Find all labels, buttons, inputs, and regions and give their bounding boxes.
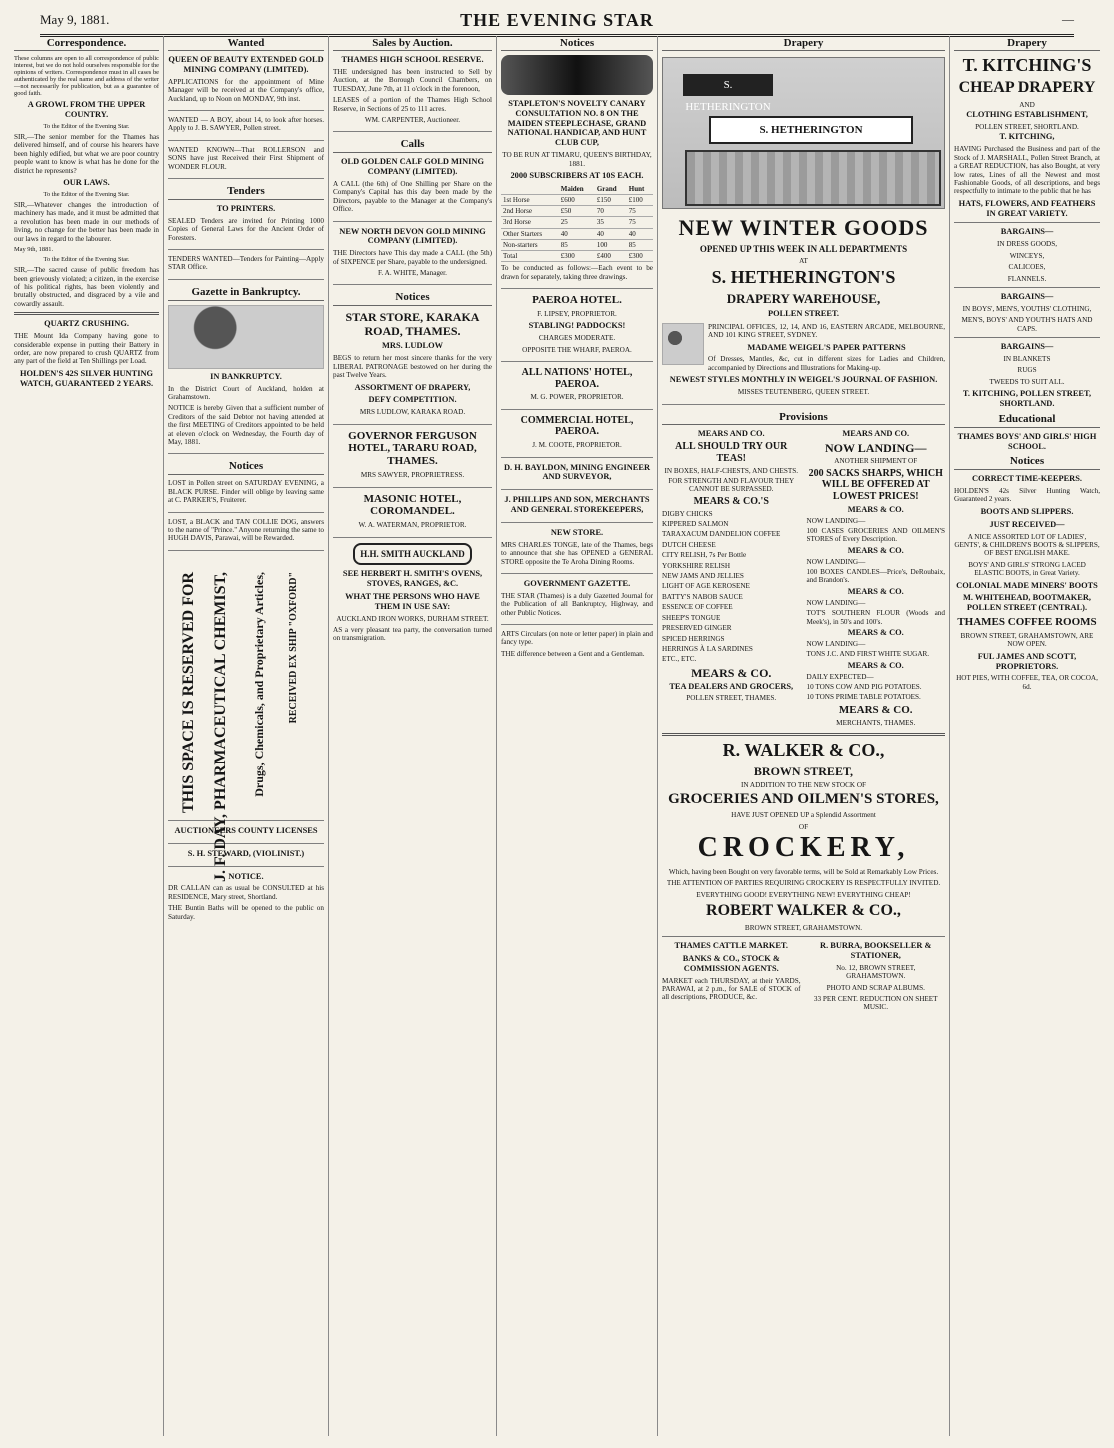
bargain-line: IN DRESS GOODS, xyxy=(996,240,1058,249)
ad-heading: QUARTZ CRUSHING. xyxy=(44,319,129,329)
ad-text: TENDERS WANTED—Tenders for Painting—Apply STAR Office. xyxy=(168,254,324,272)
provision-line: MEARS & CO. xyxy=(838,703,913,716)
letter-title: A GROWL FROM THE UPPER COUNTRY. xyxy=(27,100,146,120)
ad-text: TO BE RUN AT TIMARU, QUEEN'S BIRTHDAY, 1881. xyxy=(502,151,652,168)
kitching-and: AND xyxy=(1019,100,1035,109)
provision-line: 10 TONS COW AND PIG POTATOES. xyxy=(806,682,922,691)
column-drapery-provisions xyxy=(658,36,950,1436)
notice-line: THAMES COFFEE ROOMS xyxy=(957,616,1097,629)
vertical-ad: THIS SPACE IS RESERVED FOR xyxy=(180,571,197,813)
column-auction xyxy=(329,36,497,1436)
intro-text: These columns are open to all correspondence of public interest, but we do not hold ourselves responsible for the opinions of writers. Correspondence must in all cases be authenticated by the real name and address of the writer—not necessarily for publication, but as a guarantee of good faith. xyxy=(14,55,159,98)
ad-text: MISSES TEUTENBERG, QUEEN STREET. xyxy=(737,388,870,397)
section-heading: Notices xyxy=(954,454,1100,470)
bargain-line: BARGAINS— xyxy=(1000,342,1054,352)
table-header: Hunt xyxy=(627,184,653,195)
letter-date: May 9th, 1881. xyxy=(14,246,54,254)
store-name-sign: S. HETHERINGTON xyxy=(709,116,913,144)
provision-line: TEA DEALERS AND GROCERS, xyxy=(669,681,794,691)
provision-line: LIGHT OF AGE KEROSENE xyxy=(662,582,750,591)
walker-everything: EVERYTHING GOOD! EVERYTHING NEW! EVERYTHING CHEAP! xyxy=(696,890,911,899)
section-heading: Gazette in Bankruptcy. xyxy=(168,285,324,301)
kitching-clothing: CLOTHING ESTABLISHMENT, xyxy=(966,110,1088,120)
table-header xyxy=(501,184,559,195)
kitching-hats: HATS, FLOWERS, AND FEATHERS IN GREAT VARIETY. xyxy=(958,198,1096,218)
ad-text: F. LIPSEY, PROPRIETOR. xyxy=(537,309,617,318)
ad-business: S. HETHERINGTON'S xyxy=(711,266,896,287)
column-heading: Correspondence. xyxy=(14,36,159,51)
ad-heading: IN BANKRUPTCY. xyxy=(210,371,282,381)
table-header: Maiden xyxy=(559,184,595,195)
provision-line: POLLEN STREET, THAMES. xyxy=(686,693,777,702)
bargain-line: BARGAINS— xyxy=(1000,227,1054,237)
notice-line: JUST RECEIVED— xyxy=(989,519,1065,529)
ad-heading: MADAME WEIGEL'S PAPER PATTERNS xyxy=(747,342,906,352)
letter-address: To the Editor of the Evening Star. xyxy=(43,190,130,198)
ad-heading: SEE HERBERT H. SMITH'S OVENS, STOVES, RANGES, &C. xyxy=(342,569,483,589)
ad-heading: WHAT THE PERSONS WHO HAVE THEM IN USE SAY: xyxy=(345,591,480,611)
provision-line: TONS J.C. AND FIRST WHITE SUGAR. xyxy=(806,650,930,659)
kitching-intro: HAVING Purchased the Business and part of the Stock of J. MARSHALL, Pollen Street Branch, at a GREAT REDUCTION, has also Bought, at very low rates, Lines of all the Newest and most Fashionable Goods, of all descriptions, and begs respectfully to intimate to the public that he has xyxy=(954,145,1100,196)
notice-line: M. WHITEHEAD, BOOTMAKER, POLLEN STREET (CENTRAL). xyxy=(962,593,1092,613)
provision-line: NOW LANDING— xyxy=(825,441,927,456)
table-row xyxy=(501,239,653,250)
column-heading: Sales by Auction. xyxy=(333,36,492,51)
provision-line: MEARS AND CO. xyxy=(697,429,765,439)
ad-heading: NOTICE. xyxy=(228,871,264,881)
table-row xyxy=(501,195,653,206)
ad-heading: QUEEN OF BEAUTY EXTENDED GOLD MINING COMPANY (LIMITED). xyxy=(168,55,324,74)
provision-line: ESSENCE OF COFFEE xyxy=(662,603,733,612)
bargain-line: IN BLANKETS xyxy=(1003,354,1051,363)
ad-text: SEALED Tenders are invited for Printing 1000 Copies of General Laws for the Ancient Order of Foresters. xyxy=(168,216,324,242)
bargain-line: BARGAINS— xyxy=(1000,291,1054,301)
bargain-line: TWEEDS TO SUIT ALL. xyxy=(989,377,1065,386)
ad-text: THE Buntin Baths will be opened to the public on Saturday. xyxy=(168,904,324,921)
provision-line: DIGBY CHICKS xyxy=(662,509,713,518)
ad-heading: COMMERCIAL HOTEL, PAEROA. xyxy=(520,414,634,438)
hh-smith-logo: H.H. SMITH AUCKLAND xyxy=(353,543,472,566)
notice-line: BROWN STREET, GRAHAMSTOWN, ARE NOW OPEN. xyxy=(960,631,1094,649)
ad-text: ARTS Circulars (on note or letter paper) in plain and fancy type. xyxy=(501,630,653,647)
table-cell: £50 xyxy=(559,206,595,217)
provision-line: FOR STRENGTH AND FLAVOUR THEY CANNOT BE SURPASSED. xyxy=(668,477,795,494)
kitching-title: T. KITCHING'S xyxy=(962,55,1092,75)
bottom-line: No. 12, BROWN STREET, GRAHAMSTOWN. xyxy=(836,963,916,981)
ad-heading: MASONIC HOTEL, COROMANDEL. xyxy=(363,492,462,518)
table-cell: 100 xyxy=(595,239,627,250)
provision-line: CITY RELISH, 7s Per Bottle xyxy=(662,551,747,560)
provision-line: MEARS & CO.'S xyxy=(693,495,769,507)
ad-text: AUCKLAND IRON WORKS, DURHAM STREET. xyxy=(336,614,489,623)
provision-line: HERRINGS À LA SARDINES xyxy=(662,645,753,654)
ad-heading: THAMES HIGH SCHOOL RESERVE. xyxy=(341,55,484,64)
bottom-right xyxy=(807,941,946,1015)
provision-line: SHEEP'S TONGUE xyxy=(662,613,721,622)
table-cell: Total xyxy=(501,250,559,261)
bottom-line: R. BURRA, BOOKSELLER & STATIONER, xyxy=(820,941,932,960)
bottom-left xyxy=(662,941,801,1015)
store-name-top: S. HETHERINGTON xyxy=(683,74,773,96)
ad-text: APPLICATIONS for the appointment of Mine Manager will be received at the Company's office, Auckland, up to Noon on MONDAY, 9th inst. xyxy=(168,77,324,103)
storefront-engraving xyxy=(662,57,945,209)
notice-line: FUL JAMES AND SCOTT, PROPRIETORS. xyxy=(977,651,1077,671)
walker-brown: BROWN STREET, GRAHAMSTOWN. xyxy=(744,923,863,932)
bargain-line: IN BOYS', MEN'S, YOUTHS' CLOTHING, xyxy=(962,304,1092,313)
section-heading: Tenders xyxy=(168,184,324,200)
table-header: Grand xyxy=(595,184,627,195)
ad-text: PRINCIPAL OFFICES, 12, 14, AND 16, EASTERN ARCADE, MELBOURNE, AND 101 KING STREET, SYDNEY. xyxy=(708,322,945,340)
ad-text: WM. CARPENTER, Auctioneer. xyxy=(364,115,461,124)
table-cell: 40 xyxy=(559,228,595,239)
ad-heading: DEFY COMPETITION. xyxy=(368,395,457,405)
column-correspondence xyxy=(10,36,164,1436)
notice-line: HOLDEN'S 42s Silver Hunting Watch, Guaranteed 2 years. xyxy=(954,487,1100,504)
section-heading: Calls xyxy=(333,137,492,153)
table-cell: £150 xyxy=(595,195,627,206)
table-cell: 1st Horse xyxy=(501,195,559,206)
ad-text: WANTED KNOWN—That ROLLERSON and SONS have just Received their First Shipment of WONDER FLOUR. xyxy=(168,145,324,171)
ad-text: DR CALLAN can as usual be CONSULTED at his RESIDENCE, Mary street, Shortland. xyxy=(168,884,324,901)
bottom-line: MARKET each THURSDAY, at their YARDS, PARAWAI, at 2 p.m., for SALE of STOCK of all descriptions, PRODUCE, &c. xyxy=(662,976,801,1002)
provision-line: SPICED HERRINGS xyxy=(662,634,725,643)
walker-of: OF xyxy=(798,822,809,831)
provision-line: YORKSHIRE RELISH xyxy=(662,561,731,570)
table-cell: 2nd Horse xyxy=(501,206,559,217)
column-heading: Notices xyxy=(501,36,653,51)
provision-line: ALL SHOULD TRY OUR TEAS! xyxy=(675,441,788,464)
column-heading: Wanted xyxy=(168,36,324,51)
table-cell: £400 xyxy=(595,250,627,261)
provision-line: MEARS & CO. xyxy=(691,665,772,680)
ad-heading: GOVERNMENT GAZETTE. xyxy=(523,578,631,588)
table-cell: 35 xyxy=(595,217,627,228)
ad-heading: NEW NORTH DEVON GOLD MINING COMPANY (LIMITED). xyxy=(339,226,486,246)
bottom-line: BANKS & CO., STOCK & COMMISSION AGENTS. xyxy=(682,953,780,973)
ad-at: AT xyxy=(799,257,808,266)
ad-text: LOST in Pollen street on SATURDAY EVENING, a BLACK PURSE. Finder will oblige by leaving same at C. PARKER'S, Fruiterer. xyxy=(168,479,324,505)
walker-robert: ROBERT WALKER & CO., xyxy=(706,901,901,919)
ad-text: Of Dresses, Mantles, &c, cut in different sizes for Ladies and Children, accompanied by Directions and Illustrations for Making-up. xyxy=(708,355,945,372)
provision-line: 200 SACKS SHARPS, WHICH WILL BE OFFERED AT LOWEST PRICES! xyxy=(808,467,943,503)
walker-sold: Which, having been Bought on very favorable terms, will be Sold at Remarkably Low Prices. xyxy=(668,867,939,876)
ad-heading: STAPLETON'S NOVELTY CANARY CONSULTATION NO. 8 ON THE MAIDEN STEEPLECHASE, GRAND NATIONAL HANDICAP, AND HUNT CLUB CUP, xyxy=(507,99,647,148)
provision-line: NOW LANDING— xyxy=(806,516,866,525)
section-heading: Provisions xyxy=(662,410,945,426)
ad-text: M. G. POWER, PROPRIETOR. xyxy=(530,393,624,402)
provision-line: MEARS & CO. xyxy=(847,545,904,555)
masthead xyxy=(40,10,1074,37)
letter-body: SIR,—The senior member for the Thames has delivered himself, and of course his hearers have been highly edified, but what we are poor country people want to know is what has he done for the district he represents? xyxy=(14,132,159,175)
table-cell: 75 xyxy=(627,206,653,217)
table-cell: £100 xyxy=(627,195,653,206)
ad-heading: 2000 SUBSCRIBERS AT 10S EACH. xyxy=(510,170,644,180)
table-cell: £300 xyxy=(559,250,595,261)
walker-street: BROWN STREET, xyxy=(753,764,854,779)
ad-text: J. M. COOTE, PROPRIETOR. xyxy=(532,441,622,450)
provision-line: MEARS & CO. xyxy=(847,586,904,596)
provision-line: NOW LANDING— xyxy=(806,557,866,566)
provision-line: MEARS & CO. xyxy=(847,628,904,637)
provision-line: NOW LANDING— xyxy=(806,639,866,648)
provisions-left xyxy=(662,429,801,729)
table-cell: £300 xyxy=(627,250,653,261)
ad-text: WANTED — A BOY, about 14, to look after horses. Apply to J. B. SAWYER, Pollen street. xyxy=(168,115,324,133)
notice-line: COLONIAL MADE MINERS' BOOTS xyxy=(956,580,1098,590)
ad-text: W. A. WATERMAN, PROPRIETOR. xyxy=(358,521,467,530)
provision-line: DUTCH CHEESE xyxy=(662,540,716,549)
letter-body: SIR,—The sacred cause of public freedom has been grievously violated; a citizen, in the exercise of his political rights, has been violently and brutally obstructed, and disgraced by a vile and cowardly assault. xyxy=(14,266,159,308)
walker-attention: THE ATTENTION OF PARTIES REQUIRING CROCKERY IS RESPECTFULLY INVITED. xyxy=(666,879,941,888)
provision-line: ANOTHER SHIPMENT OF xyxy=(834,457,918,466)
column-kitching xyxy=(950,36,1104,1436)
ad-heading: MRS. LUDLOW xyxy=(382,341,443,351)
provision-line: 100 CASES GROCERIES AND OILMEN'S STORES of Every Description. xyxy=(806,526,945,544)
bottom-ads xyxy=(662,941,945,1015)
bargain-line: FLANNELS. xyxy=(1007,274,1047,283)
walker-title: R. WALKER & CO., xyxy=(722,740,885,761)
kitching-street: POLLEN STREET, SHORTLAND. xyxy=(975,123,1079,132)
lady-icon xyxy=(662,323,704,365)
kitching-title: CHEAP DRAPERY xyxy=(958,79,1096,97)
bottom-line: THAMES CATTLE MARKET. xyxy=(674,941,788,951)
ad-title: NEW WINTER GOODS xyxy=(678,215,929,240)
walker-crockery: CROCKERY, xyxy=(697,831,910,863)
ad-text: OPPOSITE THE WHARF, PAEROA. xyxy=(522,345,632,354)
ad-text: HOLDEN'S 42S SILVER HUNTING WATCH, GUARANTEED 2 YEARS. xyxy=(19,368,154,388)
ad-text: F. A. WHITE, Manager. xyxy=(378,269,447,278)
column-notices xyxy=(497,36,658,1436)
masthead-page: — xyxy=(1062,12,1074,26)
ad-street: POLLEN STREET. xyxy=(767,308,840,318)
bottom-line: PHOTO AND SCRAP ALBUMS. xyxy=(826,983,925,992)
provision-line: IN BOXES, HALF-CHESTS, AND CHESTS. xyxy=(664,466,799,475)
provision-line: KIPPERED SALMON xyxy=(662,519,729,528)
provision-line: TOT'S SOUTHERN FLOUR (Woods and Meek's), in 50's and 100's. xyxy=(806,609,945,626)
ad-heading: S. H. STEWARD, (VIOLINIST.) xyxy=(187,848,305,858)
ad-heading: STABLING! PADDOCKS! xyxy=(528,321,626,331)
table-row xyxy=(501,206,653,217)
kitching-footer: T. KITCHING, POLLEN STREET, SHORTLAND. xyxy=(962,389,1092,408)
vertical-ad: RECEIVED EX SHIP "OXFORD" xyxy=(288,571,299,724)
ad-text: To be conducted as follows:—Each event to be drawn for separately, taking three drawings. xyxy=(501,264,653,281)
table-cell: 25 xyxy=(559,217,595,228)
bargain-line: CALICOES, xyxy=(1008,263,1046,272)
provision-line: DAILY EXPECTED— xyxy=(806,672,874,681)
provision-line: 10 TONS PRIME TABLE POTATOES. xyxy=(806,693,921,702)
ad-text: LOST, a BLACK and TAN COLLIE DOG, answers to the name of "Prince." Anyone returning the same to HUGH DAVIS, Parawai, will be Rewarded. xyxy=(168,517,324,543)
table-row xyxy=(501,217,653,228)
ad-heading: D. H. BAYLDON, MINING ENGINEER AND SURVEYOR, xyxy=(503,462,651,482)
provisions-right xyxy=(807,429,946,729)
ad-heading: ASSORTMENT OF DRAPERY, xyxy=(354,382,471,392)
bottom-line: 33 PER CENT. REDUCTION ON SHEET MUSIC. xyxy=(813,995,938,1012)
ad-text: MRS LUDLOW, KARAKA ROAD. xyxy=(359,408,466,417)
ad-heading: STAR STORE, KARAKA ROAD, THAMES. xyxy=(345,310,480,339)
ad-heading: ALL NATIONS' HOTEL, PAEROA. xyxy=(521,366,633,390)
ad-heading: J. PHILLIPS AND SON, MERCHANTS AND GENERAL STOREKEEPERS, xyxy=(504,495,650,514)
notice-line: A NICE ASSORTED LOT OF LADIES', GENTS', & CHILDREN'S BOOTS & SLIPPERS, OF BEST ENGLISH MAKE. xyxy=(954,532,1100,558)
notice-line: HOT PIES, WITH COFFEE, TEA, OR COCOA, 6d. xyxy=(956,674,1098,691)
table-cell: Other Starters xyxy=(501,228,559,239)
table-cell: 3rd Horse xyxy=(501,217,559,228)
provision-line: PRESERVED GINGER xyxy=(662,624,732,633)
ad-text: MRS SAWYER, PROPRIETRESS. xyxy=(360,471,465,480)
horse-race-icon xyxy=(501,55,653,95)
newspaper-page xyxy=(10,36,1104,1436)
ad-heading: NEWEST STYLES MONTHLY IN WEIGEL'S JOURNAL OF FASHION. xyxy=(669,375,938,385)
provision-line: ETC., ETC. xyxy=(662,655,697,664)
table-cell: 40 xyxy=(627,228,653,239)
provision-line: MEARS & CO. xyxy=(847,660,904,670)
provision-line: TARAXACUM DANDELION COFFEE xyxy=(662,530,781,539)
ad-text: BEGS to return her most sincere thanks for the very LIBERAL PATRONAGE bestowed on her during the past Twelve Years. xyxy=(333,354,492,380)
provision-line: NEW JAMS AND JELLIES xyxy=(662,572,744,581)
ad-heading: AUCTIONEERS COUNTY LICENSES xyxy=(174,825,318,835)
section-heading: Notices xyxy=(168,459,324,475)
column-heading: Drapery xyxy=(954,36,1100,51)
letter-body: SIR,—Whatever changes the introduction of machinery has made, and it must be admitted that a revolution has been made in our methods of living, no change for the better has been made in our laws in regard to the labourer. xyxy=(14,200,159,243)
letter-address: To the Editor of the Evening Star. xyxy=(43,122,130,130)
masthead-date: May 9, 1881. xyxy=(40,12,110,27)
ad-heading: PAEROA HOTEL. xyxy=(532,293,622,306)
table-cell: 85 xyxy=(559,239,595,250)
notice-line: CORRECT TIME-KEEPERS. xyxy=(972,474,1082,484)
ad-text: In the District Court of Auckland, holden at Grahamstown. xyxy=(168,384,324,401)
bargain-line: RUGS xyxy=(1017,366,1037,375)
table-cell: 85 xyxy=(627,239,653,250)
notice-line: BOOTS AND SLIPPERS. xyxy=(980,506,1074,516)
ad-text: A CALL (the 6th) of One Shilling per Share on the Company's Capital has this day been made by the Directors, payable to the Manager at the Company's Office. xyxy=(333,179,492,214)
ad-text: NOTICE is hereby Given that a sufficient number of Creditors of the said Debtor not having attended at the first MEETING of Creditors appointed to be held at eleven o'clock on Wednesday, the Fourth day of May, 1881. xyxy=(168,404,324,447)
letter-title: OUR LAWS. xyxy=(63,178,110,188)
table-cell: £600 xyxy=(559,195,595,206)
ad-text: THE STAR (Thames) is a duly Gazetted Journal for the Publication of all Bankruptcy, Highway, and other Public Notices. xyxy=(501,591,653,617)
vertical-ad: Drugs, Chemicals, and Proprietary Articles, xyxy=(252,571,266,797)
ad-heading: OLD GOLDEN CALF GOLD MINING COMPANY (LIMITED). xyxy=(340,157,484,177)
table-cell: 40 xyxy=(595,228,627,239)
subscription-table xyxy=(501,184,653,262)
vertical-ad: J. F. DAY, PHARMACEUTICAL CHEMIST, xyxy=(212,571,229,882)
walker-groceries: GROCERIES AND OILMEN'S STORES, xyxy=(668,790,939,807)
walker-stock: IN ADDITION TO THE NEW STOCK OF xyxy=(740,781,867,790)
table-cell: Non-starters xyxy=(501,239,559,250)
table-row xyxy=(501,228,653,239)
provision-line: MERCHANTS, THAMES. xyxy=(836,718,916,727)
provision-line: NOW LANDING— xyxy=(806,598,866,607)
letter-address: To the Editor of the Evening Star. xyxy=(43,256,130,264)
table-cell: 70 xyxy=(595,206,627,217)
section-heading: Notices xyxy=(333,290,492,306)
ad-text: AS a very pleasant tea party, the conversation turned on transmigration. xyxy=(333,625,492,643)
ad-text: THE difference between a Gent and a Gentleman. xyxy=(501,649,645,658)
ad-heading: GOVERNOR FERGUSON HOTEL, TARARU ROAD, THAMES. xyxy=(348,429,477,468)
ad-text: LEASES of a portion of the Thames High School Reserve, in Sections of 25 to 111 acres. xyxy=(333,96,492,113)
educational-text: THAMES BOYS' AND GIRLS' HIGH SCHOOL. xyxy=(957,431,1097,451)
notice-line: BOYS' AND GIRLS' STRONG LACED ELASTIC BOOTS, in Great Variety. xyxy=(968,560,1086,578)
bargain-line: WINCEYS, xyxy=(1009,251,1045,260)
provision-line: BATTY'S NABOB SAUCE xyxy=(662,592,743,601)
column-wanted xyxy=(164,36,329,1436)
table-row xyxy=(501,250,653,261)
ad-text: THE Directors have This day made a CALL (the 5th) of SIXPENCE per Share, payable to the undersigned. xyxy=(333,249,492,266)
kitching-owner: T. KITCHING, xyxy=(999,132,1055,142)
table-cell: 75 xyxy=(627,217,653,228)
masthead-title: THE EVENING STAR xyxy=(460,10,654,30)
bargain-line: MEN'S, BOYS' AND YOUTH'S HATS AND CAPS. xyxy=(961,316,1093,333)
ad-text: THE Mount Ida Company having gone to considerable expense in putting their Battery in order, are now prepared to crush QUARTZ from any part of the field at Ten Shillings per Load. xyxy=(14,332,159,366)
column-heading: Drapery xyxy=(662,36,945,51)
ad-text: THE undersigned has been instructed to Sell by Auction, at the Borough Council Chambers, on TUESDAY, June 7th, at 11 o'clock in the forenoon, xyxy=(333,67,492,93)
provisions-columns xyxy=(662,429,945,729)
ad-heading: NEW STORE. xyxy=(550,527,604,537)
ad-subtitle: OPENED UP THIS WEEK IN ALL DEPARTMENTS xyxy=(699,243,908,254)
ad-heading: TO PRINTERS. xyxy=(216,203,276,213)
section-heading: Educational xyxy=(954,412,1100,428)
ad-text: CHARGES MODERATE. xyxy=(538,334,616,343)
store-window xyxy=(685,150,941,206)
walker-opened: HAVE JUST OPENED UP a Splendid Assortment xyxy=(731,811,876,820)
provision-line: MEARS AND CO. xyxy=(842,429,910,439)
provision-line: MEARS & CO. xyxy=(847,504,904,514)
ad-text: MRS CHARLES TONGE, late of the Thames, begs to announce that she has OPENED a GENERAL STORE opposite the Te Aroha Dining Rooms. xyxy=(501,540,653,566)
ad-warehouse: DRAPERY WAREHOUSE, xyxy=(726,290,881,306)
royal-arms-icon xyxy=(168,305,324,369)
provision-line: 100 BOXES CANDLES—Price's, DeRoubaix, and Brandon's. xyxy=(806,568,945,585)
